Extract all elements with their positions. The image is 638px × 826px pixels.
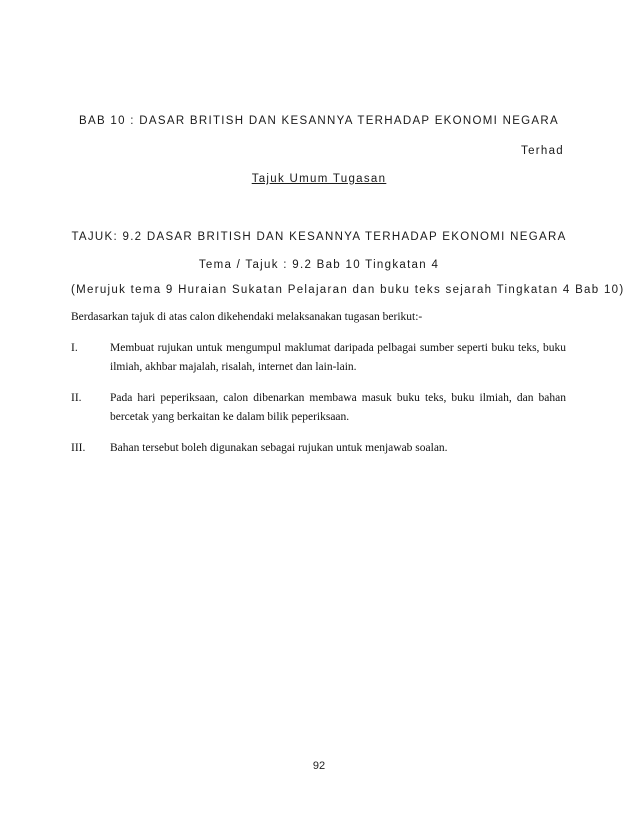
intro-paragraph: Berdasarkan tajuk di atas calon dikehendaki melaksanakan tugasan berikut:-	[71, 311, 423, 323]
list-item	[71, 339, 566, 377]
reference-note: (Merujuk tema 9 Huraian Sukatan Pelajaran dan buku teks sejarah Tingkatan 4 Bab 10)	[71, 284, 625, 296]
item-number: I.	[71, 342, 78, 354]
general-title: Tajuk Umum Tugasan	[251, 173, 387, 185]
list-item	[71, 389, 566, 427]
item-number: III.	[71, 442, 86, 454]
page-number: 92	[312, 760, 326, 772]
item-number: II.	[71, 392, 82, 404]
instruction-list	[71, 339, 566, 470]
topic-heading: TAJUK: 9.2 DASAR BRITISH DAN KESANNYA TERHADAP EKONOMI NEGARA	[71, 231, 567, 243]
classification-label: Terhad	[521, 145, 564, 157]
theme-line: Tema / Tajuk : 9.2 Bab 10 Tingkatan 4	[198, 259, 440, 271]
item-text: Bahan tersebut boleh digunakan sebagai rujukan untuk menjawab soalan.	[110, 442, 448, 454]
list-item	[71, 439, 566, 458]
item-text: Membuat rujukan untuk mengumpul maklumat daripada pelbagai sumber seperti buku teks, buku ilmiah, akhbar majalah, risalah, internet dan lain-lain.	[110, 342, 566, 373]
chapter-title: BAB 10 : DASAR BRITISH DAN KESANNYA TERHADAP EKONOMI NEGARA	[79, 115, 559, 127]
item-text: Pada hari peperiksaan, calon dibenarkan membawa masuk buku teks, buku ilmiah, dan bahan bercetak yang berkaitan ke dalam bilik peperiksaan.	[110, 392, 566, 423]
